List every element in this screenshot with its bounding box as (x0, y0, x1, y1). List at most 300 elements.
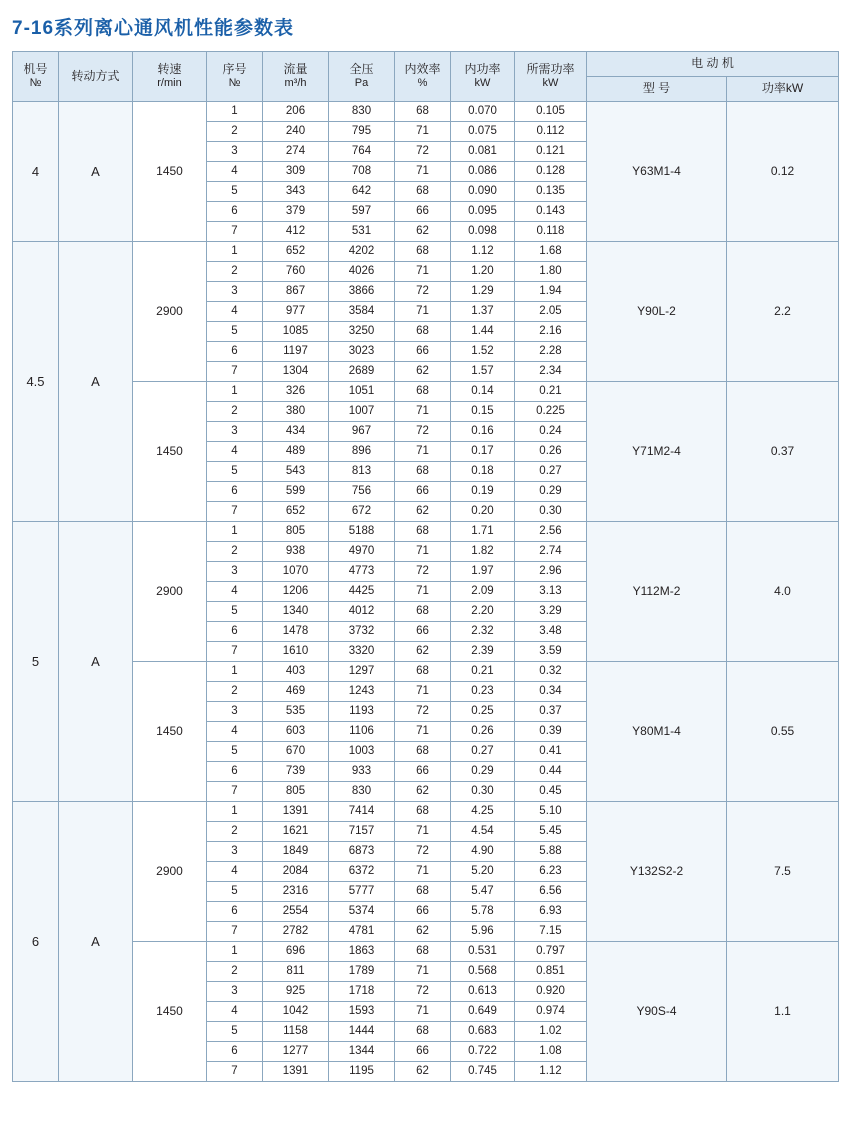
cell-seq: 4 (207, 581, 263, 601)
cell-flow: 412 (263, 221, 329, 241)
cell-power: 5.78 (451, 901, 515, 921)
cell-pressure: 1243 (329, 681, 395, 701)
cell-pressure: 4781 (329, 921, 395, 941)
cell-motor-model: Y63M1-4 (587, 101, 727, 241)
header-required-power: 所需功率 kW (515, 51, 587, 101)
cell-seq: 5 (207, 741, 263, 761)
cell-required-power: 6.23 (515, 861, 587, 881)
cell-pressure: 1106 (329, 721, 395, 741)
cell-power: 5.96 (451, 921, 515, 941)
cell-power: 0.613 (451, 981, 515, 1001)
cell-efficiency: 68 (395, 941, 451, 961)
cell-machine-no: 4.5 (13, 241, 59, 521)
cell-efficiency: 71 (395, 441, 451, 461)
cell-efficiency: 66 (395, 481, 451, 501)
cell-flow: 240 (263, 121, 329, 141)
cell-seq: 4 (207, 441, 263, 461)
cell-flow: 2084 (263, 861, 329, 881)
cell-power: 0.086 (451, 161, 515, 181)
cell-required-power: 0.135 (515, 181, 587, 201)
cell-power: 2.39 (451, 641, 515, 661)
cell-power: 0.27 (451, 741, 515, 761)
cell-efficiency: 62 (395, 501, 451, 521)
cell-motor-kw: 2.2 (727, 241, 839, 381)
cell-power: 2.20 (451, 601, 515, 621)
cell-seq: 3 (207, 981, 263, 1001)
fan-performance-table (12, 51, 839, 1082)
cell-power: 0.081 (451, 141, 515, 161)
cell-motor-model: Y80M1-4 (587, 661, 727, 801)
cell-efficiency: 62 (395, 781, 451, 801)
cell-pressure: 1007 (329, 401, 395, 421)
cell-flow: 1391 (263, 801, 329, 821)
cell-required-power: 2.96 (515, 561, 587, 581)
cell-speed: 1450 (133, 381, 207, 521)
cell-seq: 3 (207, 141, 263, 161)
cell-flow: 274 (263, 141, 329, 161)
cell-flow: 1304 (263, 361, 329, 381)
cell-required-power: 0.30 (515, 501, 587, 521)
table-header (13, 51, 839, 101)
cell-efficiency: 66 (395, 901, 451, 921)
cell-flow: 1391 (263, 1061, 329, 1081)
cell-pressure: 967 (329, 421, 395, 441)
cell-pressure: 3023 (329, 341, 395, 361)
cell-pressure: 6372 (329, 861, 395, 881)
cell-efficiency: 62 (395, 641, 451, 661)
cell-seq: 7 (207, 641, 263, 661)
cell-power: 0.19 (451, 481, 515, 501)
cell-efficiency: 68 (395, 741, 451, 761)
cell-pressure: 4425 (329, 581, 395, 601)
cell-pressure: 3584 (329, 301, 395, 321)
cell-required-power: 0.225 (515, 401, 587, 421)
cell-efficiency: 72 (395, 141, 451, 161)
cell-required-power: 6.93 (515, 901, 587, 921)
cell-required-power: 2.28 (515, 341, 587, 361)
cell-flow: 1206 (263, 581, 329, 601)
header-pressure: 全压 Pa (329, 51, 395, 101)
cell-seq: 5 (207, 321, 263, 341)
cell-required-power: 0.21 (515, 381, 587, 401)
cell-flow: 811 (263, 961, 329, 981)
cell-motor-kw: 4.0 (727, 521, 839, 661)
cell-motor-model: Y90L-2 (587, 241, 727, 381)
cell-power: 0.095 (451, 201, 515, 221)
cell-motor-kw: 0.37 (727, 381, 839, 521)
cell-flow: 434 (263, 421, 329, 441)
cell-power: 1.20 (451, 261, 515, 281)
cell-required-power: 3.59 (515, 641, 587, 661)
cell-power: 0.531 (451, 941, 515, 961)
cell-required-power: 3.48 (515, 621, 587, 641)
cell-flow: 380 (263, 401, 329, 421)
cell-efficiency: 66 (395, 621, 451, 641)
cell-power: 2.09 (451, 581, 515, 601)
cell-drive-type: A (59, 521, 133, 801)
cell-seq: 4 (207, 861, 263, 881)
cell-seq: 2 (207, 121, 263, 141)
cell-pressure: 1193 (329, 701, 395, 721)
cell-flow: 925 (263, 981, 329, 1001)
cell-power: 1.12 (451, 241, 515, 261)
cell-required-power: 1.02 (515, 1021, 587, 1041)
cell-efficiency: 71 (395, 161, 451, 181)
cell-efficiency: 66 (395, 341, 451, 361)
cell-power: 1.44 (451, 321, 515, 341)
table-row (13, 801, 839, 821)
cell-pressure: 6873 (329, 841, 395, 861)
cell-flow: 760 (263, 261, 329, 281)
cell-motor-kw: 0.12 (727, 101, 839, 241)
cell-required-power: 0.41 (515, 741, 587, 761)
cell-power: 0.075 (451, 121, 515, 141)
cell-required-power: 0.34 (515, 681, 587, 701)
cell-motor-model: Y132S2-2 (587, 801, 727, 941)
cell-pressure: 1444 (329, 1021, 395, 1041)
cell-pressure: 756 (329, 481, 395, 501)
cell-required-power: 2.16 (515, 321, 587, 341)
table-row (13, 941, 839, 961)
header-drive: 转动方式 (59, 51, 133, 101)
cell-power: 0.18 (451, 461, 515, 481)
cell-flow: 1621 (263, 821, 329, 841)
cell-seq: 3 (207, 561, 263, 581)
cell-required-power: 0.128 (515, 161, 587, 181)
cell-pressure: 1593 (329, 1001, 395, 1021)
cell-power: 0.098 (451, 221, 515, 241)
cell-required-power: 0.851 (515, 961, 587, 981)
cell-required-power: 3.13 (515, 581, 587, 601)
cell-flow: 938 (263, 541, 329, 561)
cell-required-power: 3.29 (515, 601, 587, 621)
cell-seq: 3 (207, 701, 263, 721)
cell-power: 0.14 (451, 381, 515, 401)
cell-flow: 977 (263, 301, 329, 321)
cell-seq: 4 (207, 161, 263, 181)
cell-efficiency: 62 (395, 221, 451, 241)
cell-required-power: 0.118 (515, 221, 587, 241)
cell-seq: 3 (207, 421, 263, 441)
cell-efficiency: 71 (395, 541, 451, 561)
cell-power: 0.722 (451, 1041, 515, 1061)
header-power: 内功率 kW (451, 51, 515, 101)
cell-flow: 309 (263, 161, 329, 181)
cell-flow: 670 (263, 741, 329, 761)
cell-flow: 1277 (263, 1041, 329, 1061)
cell-pressure: 708 (329, 161, 395, 181)
cell-efficiency: 68 (395, 101, 451, 121)
cell-motor-model: Y112M-2 (587, 521, 727, 661)
cell-pressure: 642 (329, 181, 395, 201)
cell-required-power: 6.56 (515, 881, 587, 901)
cell-pressure: 896 (329, 441, 395, 461)
cell-efficiency: 71 (395, 1001, 451, 1021)
cell-drive-type: A (59, 241, 133, 521)
cell-required-power: 5.10 (515, 801, 587, 821)
cell-speed: 2900 (133, 521, 207, 661)
cell-required-power: 5.88 (515, 841, 587, 861)
cell-required-power: 0.974 (515, 1001, 587, 1021)
cell-flow: 1849 (263, 841, 329, 861)
cell-efficiency: 68 (395, 1021, 451, 1041)
cell-seq: 4 (207, 1001, 263, 1021)
cell-flow: 1478 (263, 621, 329, 641)
cell-flow: 1085 (263, 321, 329, 341)
cell-pressure: 4012 (329, 601, 395, 621)
cell-efficiency: 66 (395, 761, 451, 781)
cell-power: 0.23 (451, 681, 515, 701)
cell-drive-type: A (59, 101, 133, 241)
cell-efficiency: 71 (395, 581, 451, 601)
cell-flow: 543 (263, 461, 329, 481)
cell-power: 0.30 (451, 781, 515, 801)
cell-efficiency: 71 (395, 821, 451, 841)
cell-power: 0.568 (451, 961, 515, 981)
cell-seq: 1 (207, 101, 263, 121)
table-row (13, 661, 839, 681)
cell-efficiency: 68 (395, 381, 451, 401)
cell-pressure: 4026 (329, 261, 395, 281)
cell-pressure: 4970 (329, 541, 395, 561)
cell-power: 0.745 (451, 1061, 515, 1081)
cell-power: 1.29 (451, 281, 515, 301)
cell-seq: 6 (207, 621, 263, 641)
cell-flow: 599 (263, 481, 329, 501)
cell-drive-type: A (59, 801, 133, 1081)
cell-power: 0.29 (451, 761, 515, 781)
cell-required-power: 0.105 (515, 101, 587, 121)
cell-required-power: 1.80 (515, 261, 587, 281)
cell-required-power: 0.143 (515, 201, 587, 221)
cell-efficiency: 66 (395, 1041, 451, 1061)
cell-required-power: 7.15 (515, 921, 587, 941)
cell-pressure: 531 (329, 221, 395, 241)
cell-required-power: 0.27 (515, 461, 587, 481)
cell-required-power: 0.32 (515, 661, 587, 681)
cell-seq: 1 (207, 661, 263, 681)
cell-required-power: 0.29 (515, 481, 587, 501)
cell-power: 0.16 (451, 421, 515, 441)
cell-seq: 5 (207, 601, 263, 621)
cell-flow: 1042 (263, 1001, 329, 1021)
cell-power: 0.25 (451, 701, 515, 721)
cell-efficiency: 62 (395, 921, 451, 941)
cell-flow: 2554 (263, 901, 329, 921)
table-row (13, 381, 839, 401)
cell-efficiency: 71 (395, 301, 451, 321)
cell-power: 2.32 (451, 621, 515, 641)
cell-flow: 805 (263, 781, 329, 801)
cell-seq: 5 (207, 181, 263, 201)
cell-pressure: 1051 (329, 381, 395, 401)
table-row (13, 521, 839, 541)
cell-required-power: 0.45 (515, 781, 587, 801)
cell-pressure: 1297 (329, 661, 395, 681)
cell-pressure: 7414 (329, 801, 395, 821)
cell-power: 0.683 (451, 1021, 515, 1041)
cell-efficiency: 68 (395, 881, 451, 901)
cell-required-power: 1.12 (515, 1061, 587, 1081)
cell-efficiency: 72 (395, 281, 451, 301)
cell-required-power: 0.26 (515, 441, 587, 461)
cell-required-power: 0.39 (515, 721, 587, 741)
cell-pressure: 5374 (329, 901, 395, 921)
cell-motor-model: Y71M2-4 (587, 381, 727, 521)
cell-efficiency: 71 (395, 961, 451, 981)
cell-power: 0.20 (451, 501, 515, 521)
cell-pressure: 5188 (329, 521, 395, 541)
cell-required-power: 0.37 (515, 701, 587, 721)
cell-seq: 6 (207, 901, 263, 921)
cell-seq: 7 (207, 1061, 263, 1081)
header-no: 机号 № (13, 51, 59, 101)
cell-required-power: 2.34 (515, 361, 587, 381)
cell-seq: 7 (207, 221, 263, 241)
cell-pressure: 2689 (329, 361, 395, 381)
cell-motor-kw: 7.5 (727, 801, 839, 941)
cell-power: 1.82 (451, 541, 515, 561)
header-motor: 电 动 机 (587, 51, 839, 76)
cell-pressure: 7157 (329, 821, 395, 841)
cell-power: 1.52 (451, 341, 515, 361)
cell-power: 0.17 (451, 441, 515, 461)
cell-required-power: 1.94 (515, 281, 587, 301)
cell-required-power: 0.920 (515, 981, 587, 1001)
cell-flow: 535 (263, 701, 329, 721)
cell-motor-kw: 0.55 (727, 661, 839, 801)
cell-required-power: 5.45 (515, 821, 587, 841)
cell-seq: 6 (207, 201, 263, 221)
cell-efficiency: 68 (395, 461, 451, 481)
cell-flow: 206 (263, 101, 329, 121)
cell-seq: 1 (207, 241, 263, 261)
cell-efficiency: 62 (395, 1061, 451, 1081)
cell-efficiency: 68 (395, 661, 451, 681)
cell-required-power: 2.56 (515, 521, 587, 541)
cell-power: 4.90 (451, 841, 515, 861)
cell-seq: 1 (207, 381, 263, 401)
cell-efficiency: 71 (395, 861, 451, 881)
cell-pressure: 5777 (329, 881, 395, 901)
cell-power: 1.97 (451, 561, 515, 581)
cell-machine-no: 4 (13, 101, 59, 241)
cell-seq: 2 (207, 401, 263, 421)
cell-pressure: 1718 (329, 981, 395, 1001)
cell-flow: 379 (263, 201, 329, 221)
cell-efficiency: 68 (395, 321, 451, 341)
cell-efficiency: 68 (395, 801, 451, 821)
cell-pressure: 4773 (329, 561, 395, 581)
cell-efficiency: 68 (395, 181, 451, 201)
cell-efficiency: 62 (395, 361, 451, 381)
cell-flow: 652 (263, 501, 329, 521)
cell-efficiency: 71 (395, 121, 451, 141)
cell-efficiency: 71 (395, 721, 451, 741)
cell-motor-kw: 1.1 (727, 941, 839, 1081)
cell-pressure: 933 (329, 761, 395, 781)
cell-power: 1.71 (451, 521, 515, 541)
cell-flow: 469 (263, 681, 329, 701)
cell-speed: 2900 (133, 241, 207, 381)
cell-seq: 7 (207, 501, 263, 521)
cell-pressure: 813 (329, 461, 395, 481)
cell-power: 0.070 (451, 101, 515, 121)
cell-flow: 1158 (263, 1021, 329, 1041)
cell-seq: 6 (207, 481, 263, 501)
cell-pressure: 4202 (329, 241, 395, 261)
cell-speed: 1450 (133, 941, 207, 1081)
cell-flow: 739 (263, 761, 329, 781)
cell-efficiency: 72 (395, 841, 451, 861)
cell-efficiency: 68 (395, 601, 451, 621)
cell-flow: 1340 (263, 601, 329, 621)
cell-pressure: 764 (329, 141, 395, 161)
cell-power: 4.25 (451, 801, 515, 821)
cell-efficiency: 71 (395, 681, 451, 701)
cell-seq: 6 (207, 761, 263, 781)
header-motor-kw: 功率kW (727, 76, 839, 101)
header-seq: 序号 № (207, 51, 263, 101)
header-efficiency: 内效率 % (395, 51, 451, 101)
cell-seq: 7 (207, 781, 263, 801)
cell-seq: 2 (207, 681, 263, 701)
cell-seq: 6 (207, 1041, 263, 1061)
cell-seq: 3 (207, 281, 263, 301)
cell-seq: 7 (207, 921, 263, 941)
cell-speed: 1450 (133, 101, 207, 241)
table-body (13, 101, 839, 1081)
cell-flow: 1197 (263, 341, 329, 361)
cell-required-power: 0.44 (515, 761, 587, 781)
cell-pressure: 830 (329, 101, 395, 121)
cell-pressure: 672 (329, 501, 395, 521)
cell-power: 0.15 (451, 401, 515, 421)
cell-required-power: 0.24 (515, 421, 587, 441)
cell-power: 5.20 (451, 861, 515, 881)
table-row (13, 241, 839, 261)
header-motor-model: 型 号 (587, 76, 727, 101)
cell-efficiency: 68 (395, 521, 451, 541)
cell-flow: 805 (263, 521, 329, 541)
cell-flow: 867 (263, 281, 329, 301)
cell-seq: 2 (207, 821, 263, 841)
cell-pressure: 1003 (329, 741, 395, 761)
cell-machine-no: 5 (13, 521, 59, 801)
cell-required-power: 1.08 (515, 1041, 587, 1061)
cell-flow: 326 (263, 381, 329, 401)
cell-pressure: 597 (329, 201, 395, 221)
cell-seq: 4 (207, 301, 263, 321)
cell-pressure: 795 (329, 121, 395, 141)
cell-flow: 1070 (263, 561, 329, 581)
cell-power: 5.47 (451, 881, 515, 901)
table-row (13, 101, 839, 121)
cell-seq: 1 (207, 801, 263, 821)
header-flow: 流量 m³/h (263, 51, 329, 101)
cell-power: 0.26 (451, 721, 515, 741)
cell-required-power: 0.112 (515, 121, 587, 141)
cell-efficiency: 72 (395, 981, 451, 1001)
cell-seq: 7 (207, 361, 263, 381)
cell-flow: 696 (263, 941, 329, 961)
cell-flow: 403 (263, 661, 329, 681)
cell-seq: 6 (207, 341, 263, 361)
cell-power: 4.54 (451, 821, 515, 841)
cell-power: 1.37 (451, 301, 515, 321)
cell-required-power: 2.74 (515, 541, 587, 561)
cell-efficiency: 71 (395, 261, 451, 281)
